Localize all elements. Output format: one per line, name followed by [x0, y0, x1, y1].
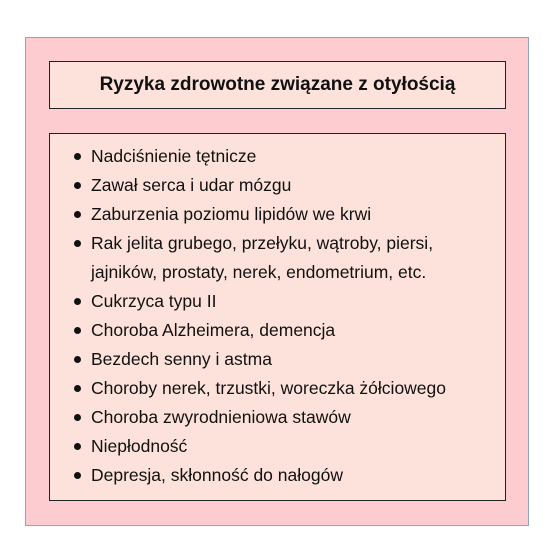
- risk-text: Depresja, skłonność do nałogów: [91, 465, 343, 485]
- risk-text: Choroba zwyrodnieniowa stawów: [91, 407, 351, 427]
- list-item: [50, 200, 505, 229]
- risk-text: Rak jelita grubego, przełyku, wątroby, piersi, jajników, prostaty, nerek, endometrium, etc.: [91, 233, 434, 282]
- bullet-icon: [74, 385, 81, 392]
- bullet-icon: [74, 211, 81, 218]
- risk-text: Choroby nerek, trzustki, woreczka żółciowego: [91, 378, 447, 398]
- bullet-icon: [74, 356, 81, 363]
- list-item: [50, 461, 505, 490]
- risk-text: Nadciśnienie tętnicze: [91, 146, 257, 166]
- risk-text: Bezdech senny i astma: [91, 349, 272, 369]
- bullet-icon: [74, 240, 81, 247]
- risk-text: Zaburzenia poziomu lipidów we krwi: [91, 204, 372, 224]
- bullet-icon: [74, 472, 81, 479]
- bullet-icon: [74, 153, 81, 160]
- list-item: [50, 316, 505, 345]
- title-box: [49, 61, 506, 109]
- list-item: [50, 142, 505, 171]
- list-item: [50, 345, 505, 374]
- risk-text: Choroba Alzheimera, demencja: [91, 320, 336, 340]
- bullet-icon: [74, 443, 81, 450]
- bullet-icon: [74, 298, 81, 305]
- list-item: [50, 229, 505, 287]
- page-title: Ryzyka zdrowotne związane z otyłością: [99, 74, 456, 95]
- bullet-icon: [74, 327, 81, 334]
- list-item: [50, 171, 505, 200]
- risk-list: [50, 134, 505, 490]
- risk-list-box: [49, 133, 506, 501]
- risk-text: Zawał serca i udar mózgu: [91, 175, 292, 195]
- list-item: [50, 374, 505, 403]
- risk-text: Cukrzyca typu II: [91, 291, 217, 311]
- list-item: [50, 403, 505, 432]
- list-item: [50, 287, 505, 316]
- list-item: [50, 432, 505, 461]
- bullet-icon: [74, 414, 81, 421]
- bullet-icon: [74, 182, 81, 189]
- risk-text: Niepłodność: [91, 436, 188, 456]
